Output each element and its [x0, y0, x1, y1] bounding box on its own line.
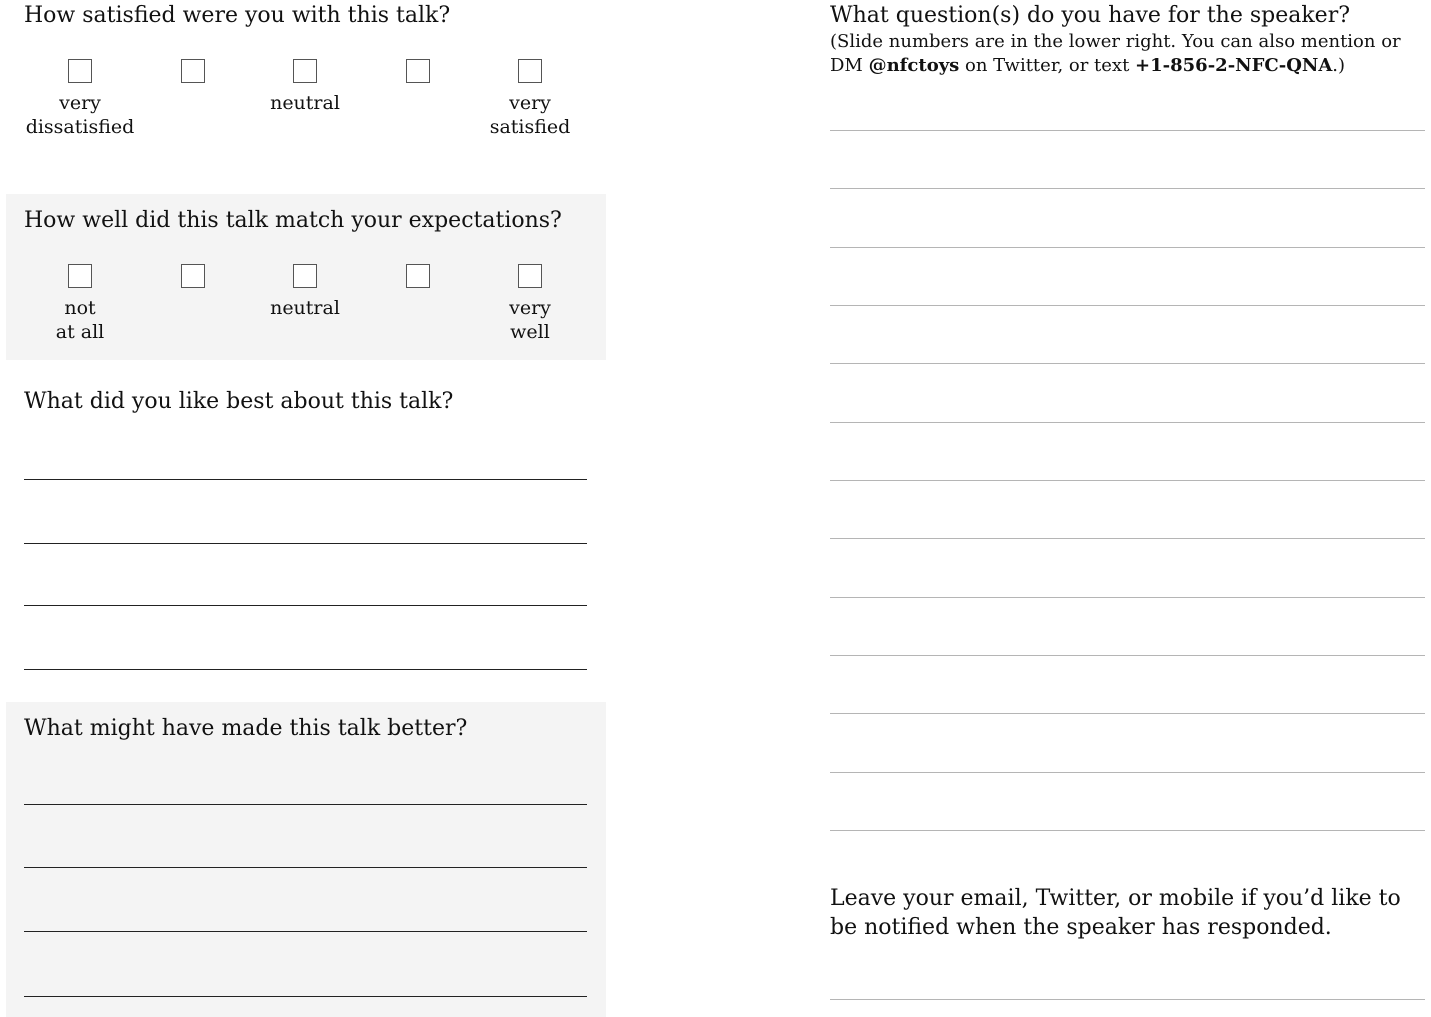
expectations-option-5 — [460, 264, 600, 344]
question-line-7[interactable] — [830, 480, 1425, 481]
satisfaction-checkbox-5[interactable] — [518, 59, 542, 83]
expectations-label-3: neutral — [270, 297, 340, 319]
question-line-6[interactable] — [830, 422, 1425, 423]
satisfaction-checkbox-2[interactable] — [181, 59, 205, 83]
liked-answer-line-2[interactable] — [24, 543, 587, 544]
notify-instructions: Leave your email, Twitter, or mobile if you’d like to be notified when the speaker has responded. — [830, 886, 1401, 940]
liked-answer-line-4[interactable] — [24, 669, 587, 670]
better-answer-line-2[interactable] — [24, 867, 587, 868]
liked-question: What did you like best about this talk? — [24, 389, 454, 414]
contact-line[interactable] — [830, 999, 1425, 1000]
expectations-checkbox-5[interactable] — [518, 264, 542, 288]
question-line-1[interactable] — [830, 130, 1425, 131]
expectations-label-1: not at all — [55, 297, 105, 343]
phone-number: +1-856-2-NFC-QNA — [1135, 55, 1333, 76]
speaker-questions-title: What question(s) do you have for the speaker? — [830, 3, 1351, 28]
question-line-10[interactable] — [830, 655, 1425, 656]
satisfaction-checkbox-3[interactable] — [293, 59, 317, 83]
satisfaction-checkbox-4[interactable] — [406, 59, 430, 83]
satisfaction-option-5 — [460, 59, 600, 139]
question-line-2[interactable] — [830, 188, 1425, 189]
better-answer-line-3[interactable] — [24, 931, 587, 932]
question-line-8[interactable] — [830, 538, 1425, 539]
better-section — [6, 702, 606, 1017]
question-line-9[interactable] — [830, 597, 1425, 598]
liked-answer-line-1[interactable] — [24, 479, 587, 480]
speaker-questions-instructions: (Slide numbers are in the lower right. You can also mention or DM @nfctoys on Twitter, or text +1-856-2-NFC-QNA.) — [830, 31, 1401, 76]
satisfaction-question: How satisfied were you with this talk? — [24, 3, 451, 28]
expectations-label-5: very well — [509, 297, 551, 343]
expectations-checkbox-1[interactable] — [68, 264, 92, 288]
expectations-checkbox-4[interactable] — [406, 264, 430, 288]
satisfaction-section — [6, 0, 606, 190]
question-line-11[interactable] — [830, 713, 1425, 714]
twitter-handle: @nfctoys — [868, 55, 960, 76]
question-line-12[interactable] — [830, 772, 1425, 773]
liked-section — [6, 360, 606, 700]
satisfaction-label-3: neutral — [270, 92, 340, 114]
expectations-question: How well did this talk match your expectations? — [24, 208, 562, 233]
better-answer-line-1[interactable] — [24, 804, 587, 805]
expectations-checkbox-3[interactable] — [293, 264, 317, 288]
liked-answer-line-3[interactable] — [24, 605, 587, 606]
better-question: What might have made this talk better? — [24, 716, 468, 741]
question-line-13[interactable] — [830, 830, 1425, 831]
satisfaction-label-1: very dissatisfied — [25, 92, 135, 138]
better-answer-line-4[interactable] — [24, 996, 587, 997]
question-line-3[interactable] — [830, 247, 1425, 248]
expectations-section — [6, 194, 606, 360]
satisfaction-label-5: very satisfied — [489, 92, 571, 138]
question-line-5[interactable] — [830, 363, 1425, 364]
expectations-checkbox-2[interactable] — [181, 264, 205, 288]
satisfaction-checkbox-1[interactable] — [68, 59, 92, 83]
question-line-4[interactable] — [830, 305, 1425, 306]
